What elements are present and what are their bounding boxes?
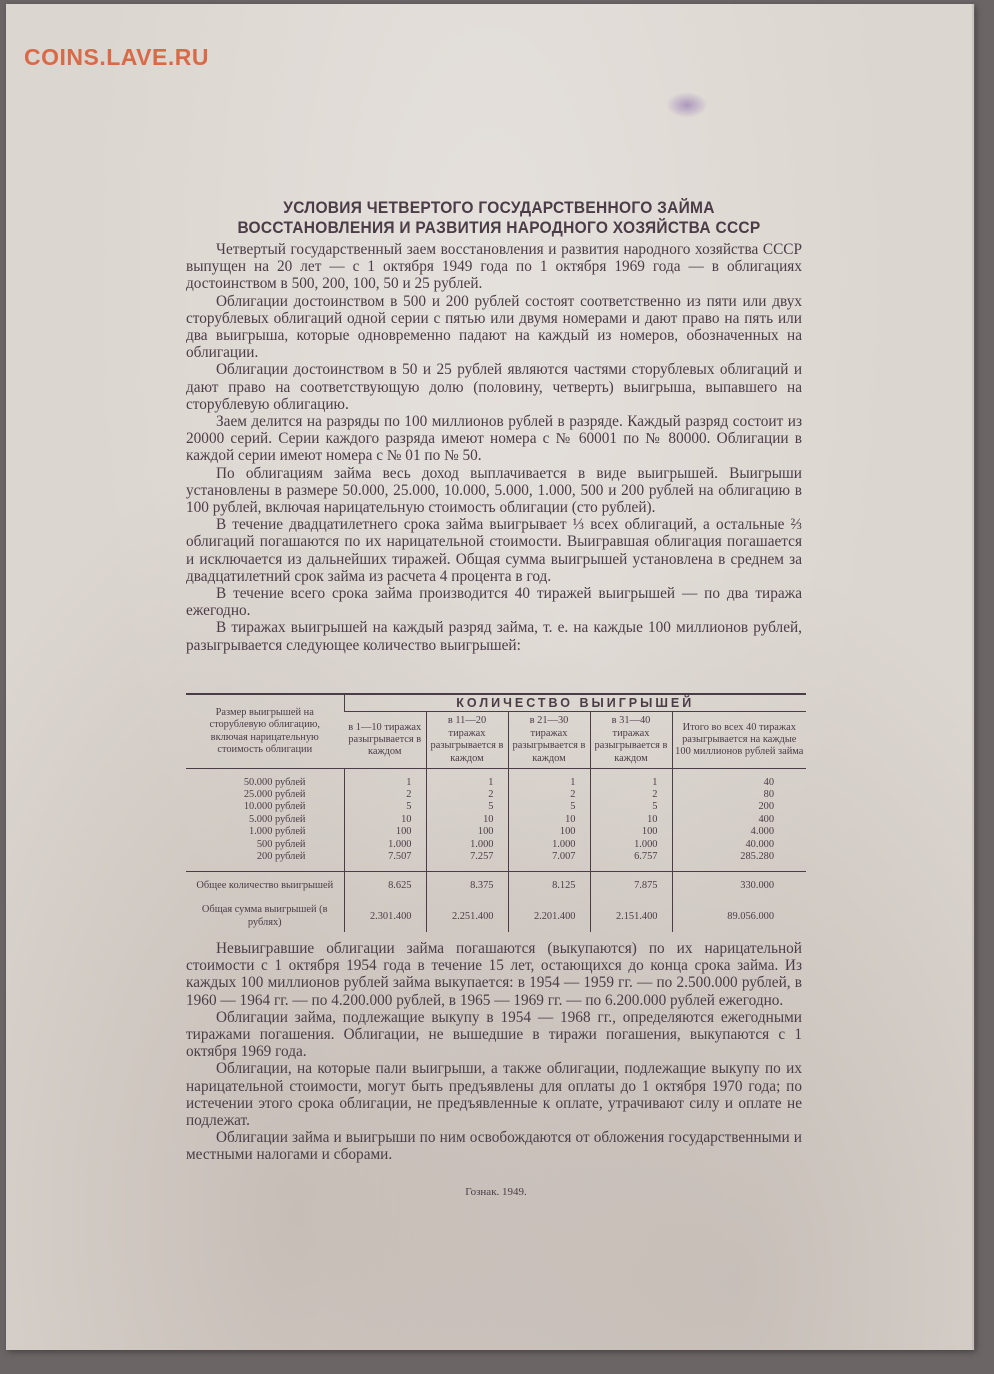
table-row: 25.000 рублей 2 2 2 2 80 xyxy=(186,789,806,801)
table-row: 1.000 рублей 100 100 100 100 4.000 xyxy=(186,826,806,838)
table-row: 500 рублей 1.000 1.000 1.000 1.000 40.000 xyxy=(186,839,806,851)
paper-edge xyxy=(972,4,975,1350)
header-draws-11-20: в 11—20 тиражах разыгрывается в каждом xyxy=(426,712,508,769)
paragraph-winnings: По облигациям займа весь доход выплачивается в виде выигрышей. Выигрыши установлены в размере 50.000, 25.000, 10.000, 5.000, 1.000, 500 и 200 рублей на облигацию в 100 рублей, включая нарицательную стоимость облигации (сто рублей). xyxy=(186,464,802,517)
table-row: 5.000 рублей 10 10 10 10 400 xyxy=(186,814,806,826)
ink-stain xyxy=(666,92,708,118)
paragraph-share: В течение двадцатилетнего срока займа выигрывает ⅓ всех облигаций, а остальные ⅔ облигаций погашаются по их нарицательной стоимости. Выигравшая облигация погашается и исключается из дальнейших тиражей. Общая сумма выигрышей установлена в среднем за двадцатилетний срок займа из расчета 4 процента в год. xyxy=(186,516,802,585)
paragraph-redemption: Невыигравшие облигации займа погашаются (выкупаются) по их нарицательной стоимости с 1 октября 1954 года в течение 15 лет, остающихся до конца срока займа. Из каждых 100 миллионов рублей займа выкупается: в 1954 — 1959 гг. — по 2.500.000 рублей, в 1960 — 1964 гг. — по 4.200.000 рублей, в 1965 — 1969 гг. — по 6.200.000 рублей ежегодно. xyxy=(186,940,802,1009)
paragraph-50-25: Облигации достоинством в 50 и 25 рублей являются частями сторублевых облигаций и дают право на соответствующую долю (половину, четверть) выигрыша, выпавшего на сторублевую облигацию. xyxy=(186,361,802,413)
table-total-sum-row: Общая сумма выигрышей (в рублях) 2.301.400 2.251.400 2.201.400 2.151.400 89.056.000 xyxy=(186,901,806,932)
header-count-group: КОЛИЧЕСТВО ВЫИГРЫШЕЙ xyxy=(344,694,806,712)
header-draws-1-10: в 1—10 тиражах разыгрывается в каждом xyxy=(348,721,422,758)
header-size: Размер выигрышей на сторублевую облигацию, включая нарицательную стоимость облигации xyxy=(209,706,321,755)
paragraph-payment-deadline: Облигации, на которые пали выигрыши, а также облигации, подлежащие выкупу по их нарицательной стоимости, могут быть предъявлены для оплаты до 1 октября 1970 года; по истечении этого срока облигации, не предъявленные к оплате, утрачивают силу и оплате не подлежат. xyxy=(186,1060,802,1130)
table-row: 50.000 рублей 1 1 1 1 40 xyxy=(186,777,806,789)
title-line-1: УСЛОВИЯ ЧЕТВЕРТОГО ГОСУДАРСТВЕННОГО ЗАЙМА xyxy=(283,199,715,217)
printer-imprint: Гознак. 1949. xyxy=(465,1186,527,1198)
paragraph-redemption-draws: Облигации займа, подлежащие выкупу в 1954 — 1968 гг., определяются ежегодными тиражами погашения. Облигации, не вышедшие в тиражи погашения, выкупаются с 1 октября 1969 года. xyxy=(186,1008,802,1061)
paragraph-table-intro: В тиражах выигрышей на каждый разряд займа, т. е. на каждые 100 миллионов рублей, разыгрывается следующее количество выигрышей: xyxy=(186,619,802,654)
conditions-text-top xyxy=(186,241,802,654)
header-draws-21-30: в 21—30 тиражах разыгрывается в каждом xyxy=(508,712,590,769)
site-watermark[interactable]: COINS.LAVE.RU xyxy=(24,44,209,70)
paragraph-series: Заем делится на разряды по 100 миллионов рублей в разряде. Каждый разряд состоит из 20000 серий. Серии каждого разряда имеют номера с № 60001 по № 80000. Облигации в каждой серии имеют номера с № 01 по № 50. xyxy=(186,413,802,465)
header-draws-31-40: в 31—40 тиражах разыгрывается в каждом xyxy=(590,712,672,769)
winnings-table xyxy=(186,693,806,932)
paragraph-500-200: Облигации достоинством в 500 и 200 рублей состоят соответственно из пяти или двух сторублевых облигаций одной серии с пятью или двумя номерами и дают право на пять или два выигрыша, которые одновременно падают на каждый из номеров, обозначенных на облигации. xyxy=(186,292,802,362)
conditions-text-bottom xyxy=(186,940,802,1164)
paragraph-term: Четвертый государственный заем восстановления и развития народного хозяйства СССР выпущен на 20 лет — с 1 октября 1949 года по 1 октября 1969 года — в облигациях достоинством в 500, 200, 100, 50 и 25 рублей. xyxy=(186,241,802,293)
paragraph-draws: В течение всего срока займа производится 40 тиражей выигрышей — по два тиража ежегодно. xyxy=(186,585,802,620)
table-total-count-row: Общее количество выигрышей 8.625 8.375 8.125 7.875 330.000 xyxy=(186,871,806,901)
title-line-2: ВОССТАНОВЛЕНИЯ И РАЗВИТИЯ НАРОДНОГО ХОЗЯЙСТВА СССР xyxy=(237,219,761,237)
header-total: Итого во всех 40 тиражах разыгрывается на каждые 100 миллионов рублей займа xyxy=(672,712,806,769)
table-row: 10.000 рублей 5 5 5 5 200 xyxy=(186,801,806,813)
table-row: 200 рублей 7.507 7.257 7.007 6.757 285.280 xyxy=(186,851,806,863)
paragraph-tax-exemption: Облигации займа и выигрыши по ним освобождаются от обложения государственными и местными налогами и сборами. xyxy=(186,1129,802,1164)
